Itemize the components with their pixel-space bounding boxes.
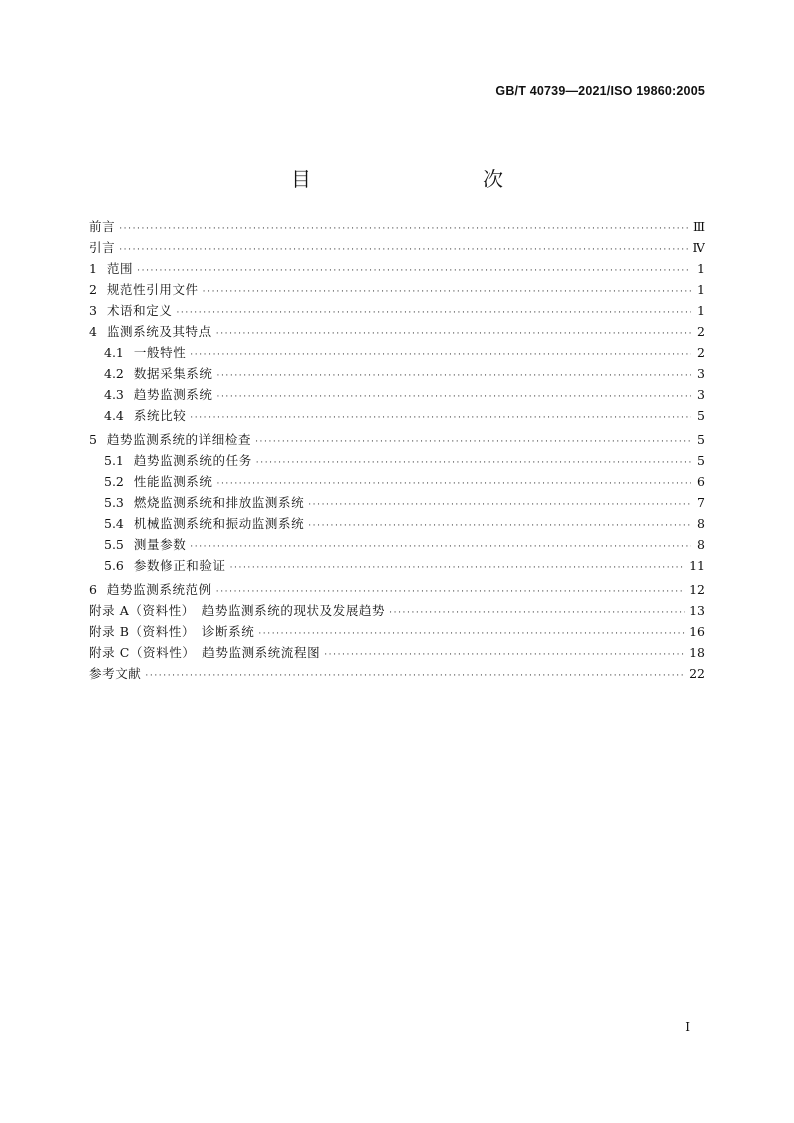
dot-leader [258,624,685,642]
toc-entry-label: 规范性引用文件 [106,282,199,297]
toc-entry-page: 8 [697,516,705,531]
toc-entry-page: 16 [689,624,705,639]
toc-entry-label: 术语和定义 [106,303,173,318]
dot-leader [190,408,691,426]
toc-entry-page: 1 [697,303,705,318]
toc-entry-label: 参数修正和验证 [133,558,226,573]
toc-entry[interactable] [89,492,705,513]
toc-entry-label: 引言 [89,240,116,255]
toc-entry-label: 参考文献 [89,666,142,681]
toc-entry[interactable] [89,429,705,450]
toc-entry-number: 5 [89,432,97,447]
toc-entry-page: Ⅳ [692,240,705,255]
toc-entry-number: 4.2 [104,366,124,381]
toc-entry-number: 1 [89,261,97,276]
dot-leader [308,495,691,513]
toc-entry[interactable] [89,555,705,576]
toc-entry-label: 数据采集系统 [133,366,213,381]
toc-entry-label: 系统比较 [133,408,187,423]
dot-leader [119,240,688,258]
toc-entry[interactable] [89,621,705,642]
standard-code: GB/T 40739—2021/ISO 19860:2005 [495,84,705,98]
dot-leader [190,537,691,555]
toc-entry-number: 5.4 [104,516,124,531]
toc-entry-page: 5 [697,408,705,423]
page-title: 目 次 [291,167,547,192]
toc-entry-page: 6 [697,474,705,489]
toc-entry[interactable] [89,216,705,237]
dot-leader [389,603,685,621]
toc-entry[interactable] [89,534,705,555]
dot-leader [217,474,692,492]
toc-entry-number: 5.1 [104,453,124,468]
toc-entry-page: 5 [697,453,705,468]
toc-entry-number: 5.2 [104,474,124,489]
toc-entry-number: 3 [89,303,97,318]
toc-entry-label: 趋势监测系统 [133,387,213,402]
dot-leader [217,366,692,384]
page-number: I [685,1020,690,1034]
toc-entry-page: 5 [697,432,705,447]
toc-entry-label: 附录 C（资料性） 趋势监测系统流程图 [89,645,321,660]
dot-leader [176,303,691,321]
toc-entry-page: 3 [697,387,705,402]
toc-entry[interactable] [89,642,705,663]
toc-entry-page: 12 [689,582,705,597]
dot-leader [216,582,685,600]
toc-entry[interactable] [89,342,705,363]
toc-entry-number: 5.6 [104,558,124,573]
toc-entry-number: 5.5 [104,537,124,552]
toc-entry-label: 附录 A（资料性） 趋势监测系统的现状及发展趋势 [89,603,386,618]
toc-entry-number: 4.1 [104,345,124,360]
toc-entry-label: 性能监测系统 [133,474,213,489]
dot-leader [255,432,691,450]
dot-leader [145,666,685,684]
toc-entry[interactable] [89,363,705,384]
dot-leader [137,261,691,279]
dot-leader [308,516,691,534]
toc-entry-label: 监测系统及其特点 [106,324,212,339]
table-of-contents [89,216,705,684]
dot-leader [216,324,691,342]
toc-entry[interactable] [89,279,705,300]
toc-entry-number: 4.4 [104,408,124,423]
toc-entry[interactable] [89,237,705,258]
toc-entry-label: 趋势监测系统的详细检查 [106,432,252,447]
dot-leader [119,219,689,237]
toc-entry-page: 22 [689,666,705,681]
toc-entry-label: 附录 B（资料性） 诊断系统 [89,624,255,639]
toc-entry[interactable] [89,513,705,534]
toc-entry-number: 2 [89,282,97,297]
toc-entry-page: 7 [697,495,705,510]
toc-entry-page: 2 [697,324,705,339]
toc-entry-page: 11 [689,558,705,573]
toc-entry-page: 2 [697,345,705,360]
toc-entry-page: 3 [697,366,705,381]
toc-entry-label: 一般特性 [133,345,187,360]
toc-entry-page: 1 [697,261,705,276]
dot-leader [217,387,692,405]
toc-entry[interactable] [89,471,705,492]
toc-entry-number: 6 [89,582,97,597]
toc-entry[interactable] [89,300,705,321]
toc-entry-label: 趋势监测系统范例 [106,582,212,597]
toc-entry[interactable] [89,321,705,342]
toc-entry[interactable] [89,405,705,426]
toc-entry-number: 4.3 [104,387,124,402]
toc-entry-label: 趋势监测系统的任务 [133,453,252,468]
toc-entry-number: 5.3 [104,495,124,510]
toc-entry[interactable] [89,384,705,405]
toc-entry-page: 18 [689,645,705,660]
toc-entry-label: 机械监测系统和振动监测系统 [133,516,305,531]
toc-entry-number: 4 [89,324,97,339]
toc-entry-label: 测量参数 [133,537,187,552]
toc-entry-page: Ⅲ [692,219,705,234]
dot-leader [190,345,691,363]
toc-entry[interactable] [89,579,705,600]
dot-leader [324,645,685,663]
toc-entry-page: 13 [689,603,705,618]
toc-entry-label: 范围 [106,261,134,276]
dot-leader [256,453,691,471]
dot-leader [203,282,691,300]
toc-entry[interactable] [89,258,705,279]
toc-entry-page: 8 [697,537,705,552]
dot-leader [230,558,686,576]
toc-entry-page: 1 [697,282,705,297]
toc-entry-label: 燃烧监测系统和排放监测系统 [133,495,305,510]
toc-entry-label: 前言 [89,219,116,234]
toc-entry[interactable] [89,450,705,471]
toc-entry[interactable] [89,663,705,684]
toc-entry[interactable] [89,600,705,621]
